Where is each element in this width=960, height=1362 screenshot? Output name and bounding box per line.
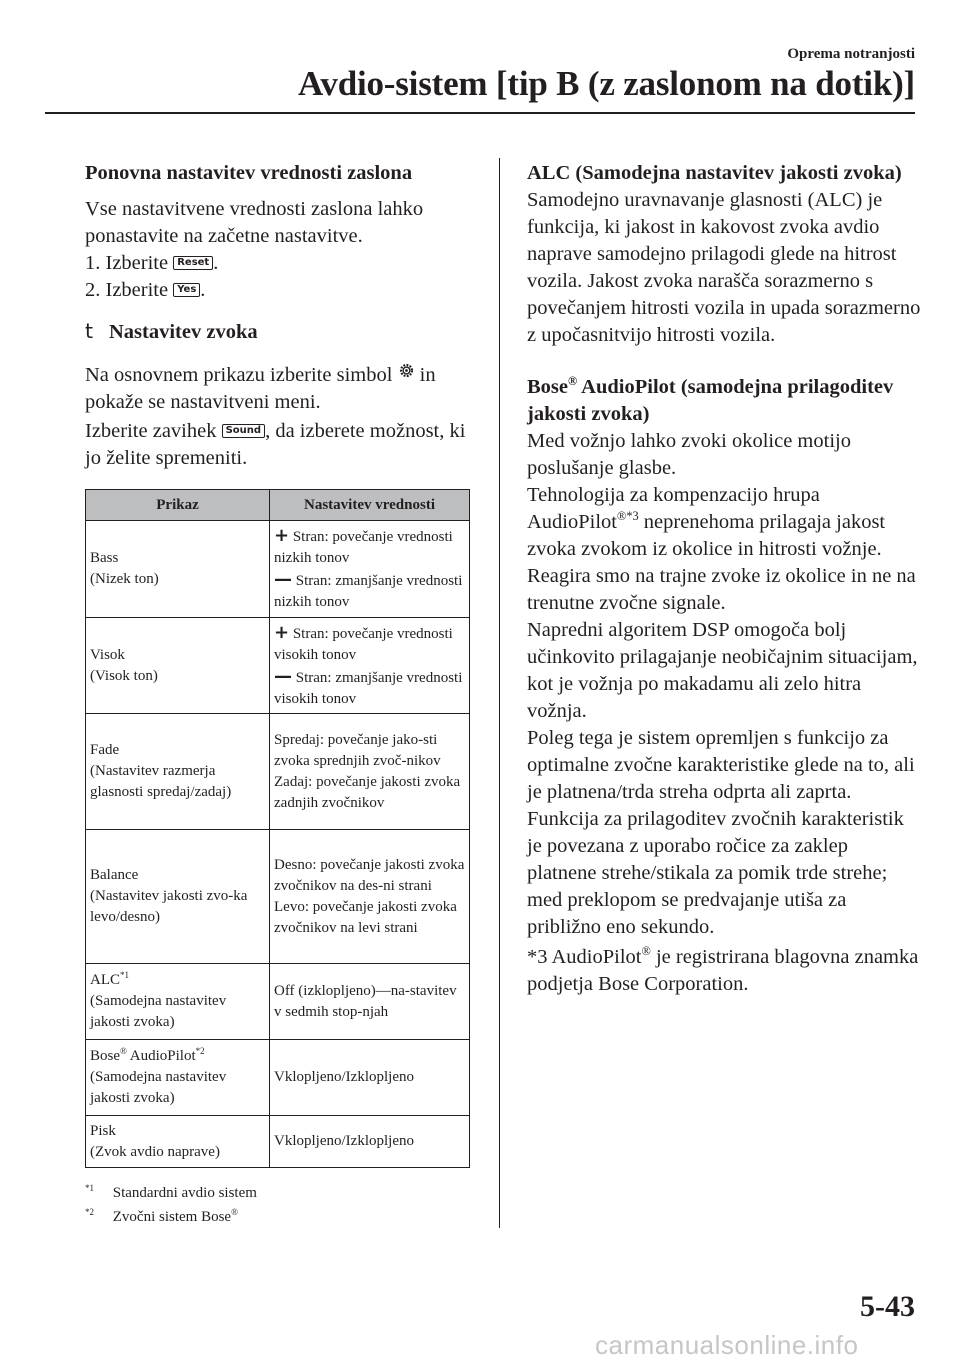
section-marker: t [85,319,94,343]
row-pisk-label: Pisk (Zvok avdio naprave) [86,1116,270,1168]
row-treble-label: Visok (Visok ton) [86,618,270,714]
row-alc-value: Off (izklopljeno)—na-stavitev v sedmih stop-njah [270,964,470,1040]
watermark: carmanualsonline.info [595,1330,859,1360]
reset-heading: Ponovna nastavitev vrednosti zaslona [85,162,413,184]
table-row [86,830,470,964]
row-treble-value: + Stran: povečanje vrednosti visokih tonov — Stran: zmanjšanje vrednosti visokih tonov [270,618,470,714]
section-name: Oprema notranjosti [787,46,915,62]
tone-instruction-2 [85,418,475,472]
tone-p1a: Na osnovnem prikazu izberite simbol [85,364,393,386]
right-column [527,160,922,998]
page-title: Avdio-sistem [tip B (z zaslonom na dotik)] [297,64,915,103]
row-fade-value: Spredaj: povečanje jako-sti zvoka sprednjih zvoč-nikov Zadaj: povečanje jakosti zvoka zadnjih zvočnikov [270,714,470,830]
table-row [86,1040,470,1116]
tone-p2a: Izberite zavihek [85,420,217,442]
row-bass-label: Bass (Nizek ton) [86,521,270,618]
table-row [86,1116,470,1168]
tone-instruction-1 [85,360,475,416]
table-header-row [86,490,470,521]
column-header-display: Prikaz [86,490,270,521]
minus-icon: — [274,665,292,687]
sound-tab-button[interactable]: Sound [222,424,265,438]
row-bass-value: + Stran: povečanje vrednosti nizkih tonov — Stran: zmanjšanje vrednosti nizkih tonov [270,521,470,618]
audiopilot-para-2: Tehnologija za kompenzacijo hrupa AudioPilot$^{®*3}$ neprenehoma prilagaja jakost zvoka zvokom iz okolice in hitrosti vožnje. [527,484,886,560]
tone-heading: Nastavitev zvoka [109,321,258,343]
alc-heading: ALC (Samodejna nastavitev jakosti zvoka) [527,162,902,184]
minus-icon: — [274,569,292,590]
table-row [86,618,470,714]
row-balance-value: Desno: povečanje jakosti zvoka zvočnikov na des-ni strani Levo: povečanje jakosti zvoka zvočnikov na levi strani [270,830,470,964]
row-audiopilot-value: Vklopljeno/Izklopljeno [270,1040,470,1116]
step-1-text: 1. Izberite [85,252,169,274]
row-audiopilot-label: Bose® AudioPilot$^{*2}$ (Samodejna nastavitev jakosti zvoka) [86,1040,270,1116]
footnote-2: $^{*2}$ Zvočni sistem Bose® [85,1207,238,1225]
header-divider [45,112,915,114]
table-row [86,521,470,618]
sound-settings-table [85,489,470,1168]
row-balance-label: Balance (Nastavitev jakosti zvo-ka levo/desno) [86,830,270,964]
step-2: 2. Izberite Yes . [85,279,206,301]
reset-button[interactable]: Reset [173,256,213,270]
step-1: 1. Izberite Reset . [85,252,219,274]
row-pisk-value: Vklopljeno/Izklopljeno [270,1116,470,1168]
table-row [86,714,470,830]
yes-button[interactable]: Yes [173,283,200,297]
alc-description: Samodejno uravnavanje glasnosti (ALC) je funkcija, ki jakost in kakovost zvoka avdio naprave samodejno prilagodi glede na hitrost vozila. Jakost zvoka narašča sorazmerno s povečanjem hitrosti vozila in upada sorazmerno z upočasnitvijo hitrosti vozila. [527,189,921,346]
left-column [85,160,475,472]
trademark-note: *3 AudioPilot® je registrirana blagovna znamka podjetja Bose Corporation. [527,944,919,995]
footnote-1: $^{*1}$ Standardni avdio sistem [85,1183,257,1201]
row-fade-label: Fade (Nastavitev razmerja glasnosti spredaj/zadaj) [86,714,270,830]
plus-icon: + [274,621,290,643]
reset-intro: Vse nastavitvene vrednosti zaslona lahko ponastavite na začetne nastavitve. [85,198,424,247]
page-number: 5-43 [860,1290,915,1323]
column-header-value: Nastavitev vrednosti [270,490,470,521]
step-2-text: 2. Izberite [85,279,169,301]
tone-p2b: , da izberete možnost, ki jo želite spremeniti. [85,420,466,469]
table-row [86,964,470,1040]
tone-heading-row [85,318,475,346]
audiopilot-para-1: Med vožnjo lahko zvoki okolice motijo poslušanje glasbe. [527,430,851,479]
audiopilot-para-4: Napredni algoritem DSP omogoča bolj učinkovito prilagajanje neobičajnim situacijam, kot je vožnja po makadamu ali zelo hitra vožnja. [527,619,918,722]
audiopilot-para-6: Funkcija za prilagoditev zvočnih karakteristik je povezana z uporabo ročice za zaklep platnene strehe/stikala za pomik trde strehe; med preklopom se predvajanje utiša za približno eno sekundo. [527,808,904,938]
row-alc-label: ALC$^{*1}$ (Samodejna nastavitev jakosti zvoka) [86,964,270,1040]
audiopilot-para-3: Reagira smo na trajne zvoke iz okolice in ne na trenutne zvočne signale. [527,565,916,614]
column-divider [499,158,500,1228]
settings-gear-icon[interactable] [398,360,415,387]
audiopilot-heading: Bose® AudioPilot (samodejna prilagoditev jakosti zvoka) [527,374,894,425]
tone-p1b: in pokaže se nastavitveni meni. [85,364,436,413]
plus-icon: + [274,525,290,546]
audiopilot-para-5: Poleg tega je sistem opremljen s funkcijo za optimalne zvočne karakteristike glede na to, ali je platnena/trda streha odprta ali zaprta. [527,727,915,803]
